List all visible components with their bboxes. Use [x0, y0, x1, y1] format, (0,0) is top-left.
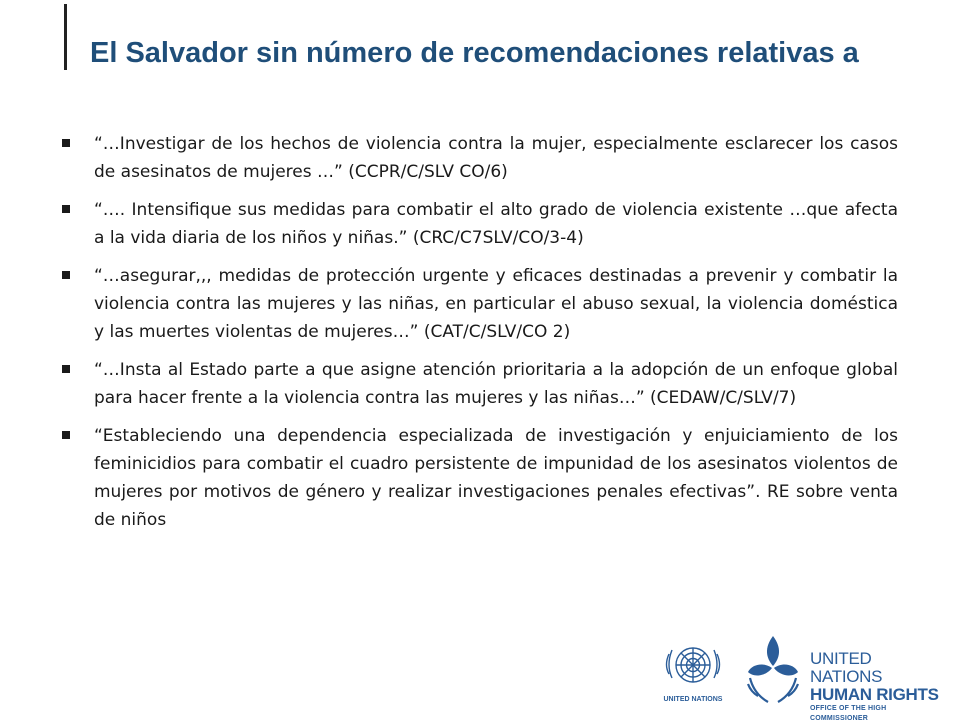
bullet-text: “…Insta al Estado parte a que asigne atención prioritaria a la adopción de un enfoque global para hacer frente a la violencia contra las mujeres y las niñas…” (CEDAW/C/SLV/7) [94, 360, 898, 408]
slide-title: El Salvador sin número de recomendaciones relativas a [90, 37, 859, 69]
bullet-item [62, 196, 898, 252]
bullet-list [62, 130, 898, 544]
un-logo-caption: UNITED NATIONS [663, 696, 723, 703]
bullet-item [62, 356, 898, 412]
square-bullet-icon [62, 365, 70, 373]
bullet-text: “Estableciendo una dependencia especializada de investigación y enjuiciamiento de los feminicidios para combatir el cuadro persistente de impunidad de los asesinatos violentos de mujeres por motivos de género y realizar investigaciones penales efectivas”. RE sobre venta de niños [94, 426, 898, 530]
bullet-item [62, 130, 898, 186]
square-bullet-icon [62, 205, 70, 213]
footer-logos [660, 630, 940, 722]
title-accent-bar [64, 4, 67, 70]
square-bullet-icon [62, 139, 70, 147]
ohchr-line-human-rights: HUMAN RIGHTS [810, 685, 939, 704]
bullet-item [62, 422, 898, 534]
bullet-text: “…Investigar de los hechos de violencia contra la mujer, especialmente esclarecer los casos de asesinatos de mujeres …” (CCPR/C/SLV CO/6) [94, 134, 898, 182]
ohchr-flame-emblem-icon [742, 632, 804, 706]
bullet-text: “…asegurar,,, medidas de protección urgente y eficaces destinadas a prevenir y combatir la violencia contra las mujeres y las niñas, en particular el abuso sexual, la violencia doméstica y las muertes violentas de mujeres…” (CAT/C/SLV/CO 2) [94, 266, 898, 342]
ohchr-wordmark [810, 650, 940, 724]
ohchr-line-united-nations: UNITED NATIONS [810, 649, 883, 686]
bullet-text: “…. Intensifique sus medidas para combatir el alto grado de violencia existente …que afecta a la vida diaria de los niños y niñas.” (CRC/C7SLV/CO/3-4) [94, 200, 898, 248]
un-emblem-icon [660, 638, 726, 696]
square-bullet-icon [62, 431, 70, 439]
ohchr-line-office: OFFICE OF THE HIGH COMMISSIONER [810, 705, 887, 722]
bullet-item [62, 262, 898, 346]
square-bullet-icon [62, 271, 70, 279]
